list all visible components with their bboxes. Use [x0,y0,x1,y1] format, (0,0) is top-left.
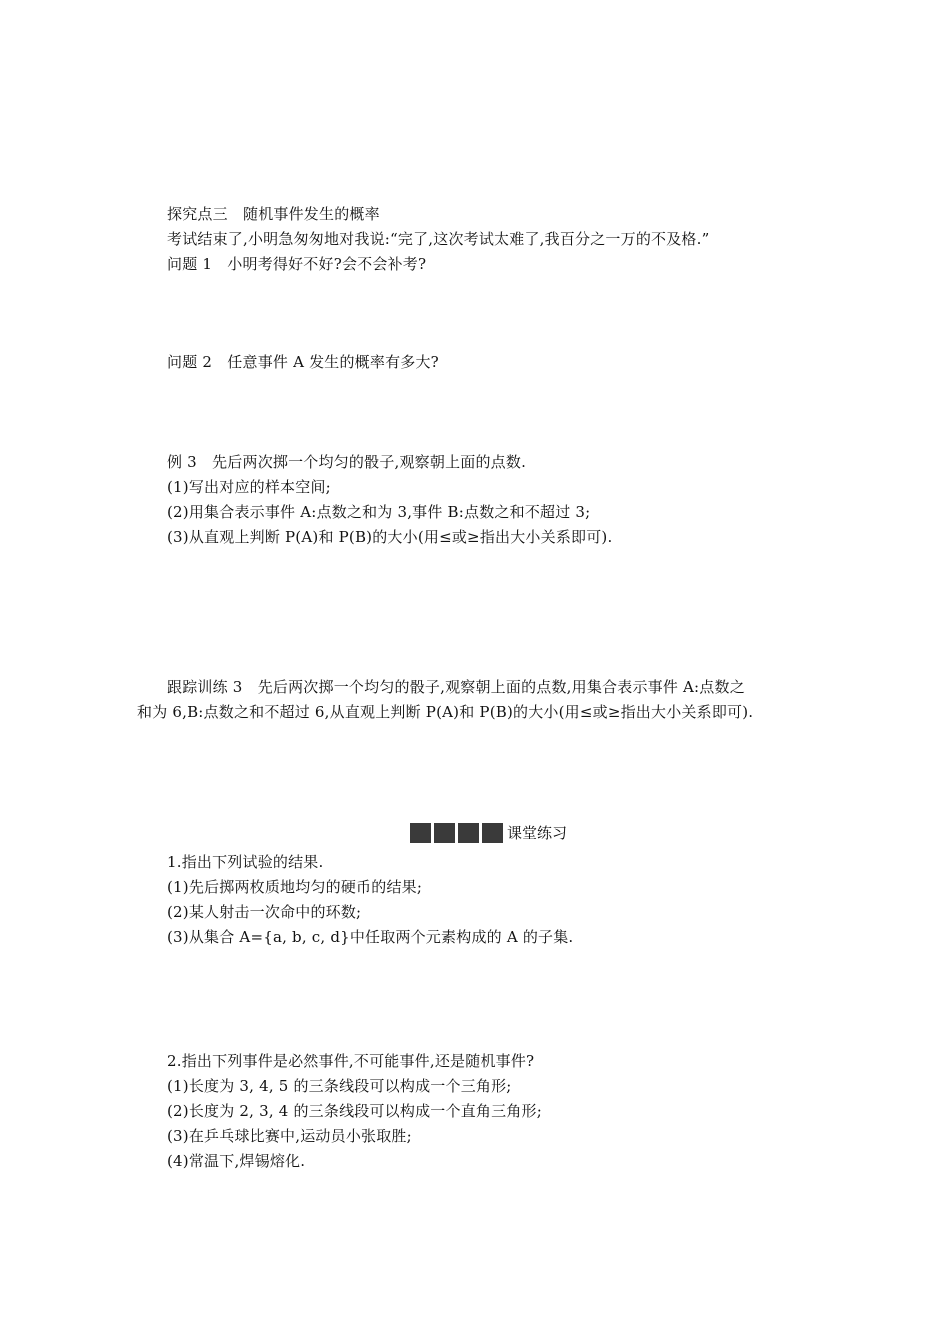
exercise-2-item-1: (1)长度为 3, 4, 5 的三条线段可以构成一个三角形; [167,1077,512,1095]
exercise-2-item-4: (4)常温下,焊锡熔化. [167,1152,306,1170]
classwork-title: 课堂练习 [507,824,568,842]
question-1: 问题 1 小明考得好不好?会不会补考? [167,255,427,273]
question-2: 问题 2 任意事件 A 发生的概率有多大? [167,353,439,371]
exercise-1-stem: 1.指出下列试验的结果. [167,853,324,871]
header-bar-block [434,823,455,843]
explore-intro: 考试结束了,小明急匆匆地对我说:“完了,这次考试太难了,我百分之一万的不及格.” [167,230,710,248]
example-3-stem: 例 3 先后两次掷一个均匀的骰子,观察朝上面的点数. [167,453,527,471]
header-bar-block [482,823,503,843]
classwork-section-header [410,822,567,844]
header-bar-block [458,823,479,843]
practice-3-line-1: 跟踪训练 3 先后两次掷一个均匀的骰子,观察朝上面的点数,用集合表示事件 A:点数之 [167,678,745,696]
exercise-2-item-2: (2)长度为 2, 3, 4 的三条线段可以构成一个直角三角形; [167,1102,542,1120]
exercise-2-stem: 2.指出下列事件是必然事件,不可能事件,还是随机事件? [167,1052,535,1070]
exercise-1-item-2: (2)某人射击一次命中的环数; [167,903,362,921]
example-3-item-3: (3)从直观上判断 P(A)和 P(B)的大小(用≤或≥指出大小关系即可). [167,528,613,546]
example-3-item-2: (2)用集合表示事件 A:点数之和为 3,事件 B:点数之和不超过 3; [167,503,591,521]
exercise-1-item-3: (3)从集合 A={a, b, c, d}中任取两个元素构成的 A 的子集. [167,928,574,946]
exercise-2-item-3: (3)在乒乓球比赛中,运动员小张取胜; [167,1127,412,1145]
exercise-1-item-1: (1)先后掷两枚质地均匀的硬币的结果; [167,878,423,896]
practice-3-line-2: 和为 6,B:点数之和不超过 6,从直观上判断 P(A)和 P(B)的大小(用≤或≥指出大小关系即可). [137,703,754,721]
example-3-item-1: (1)写出对应的样本空间; [167,478,331,496]
explore-heading: 探究点三 随机事件发生的概率 [167,205,380,223]
header-bar-block [410,823,431,843]
